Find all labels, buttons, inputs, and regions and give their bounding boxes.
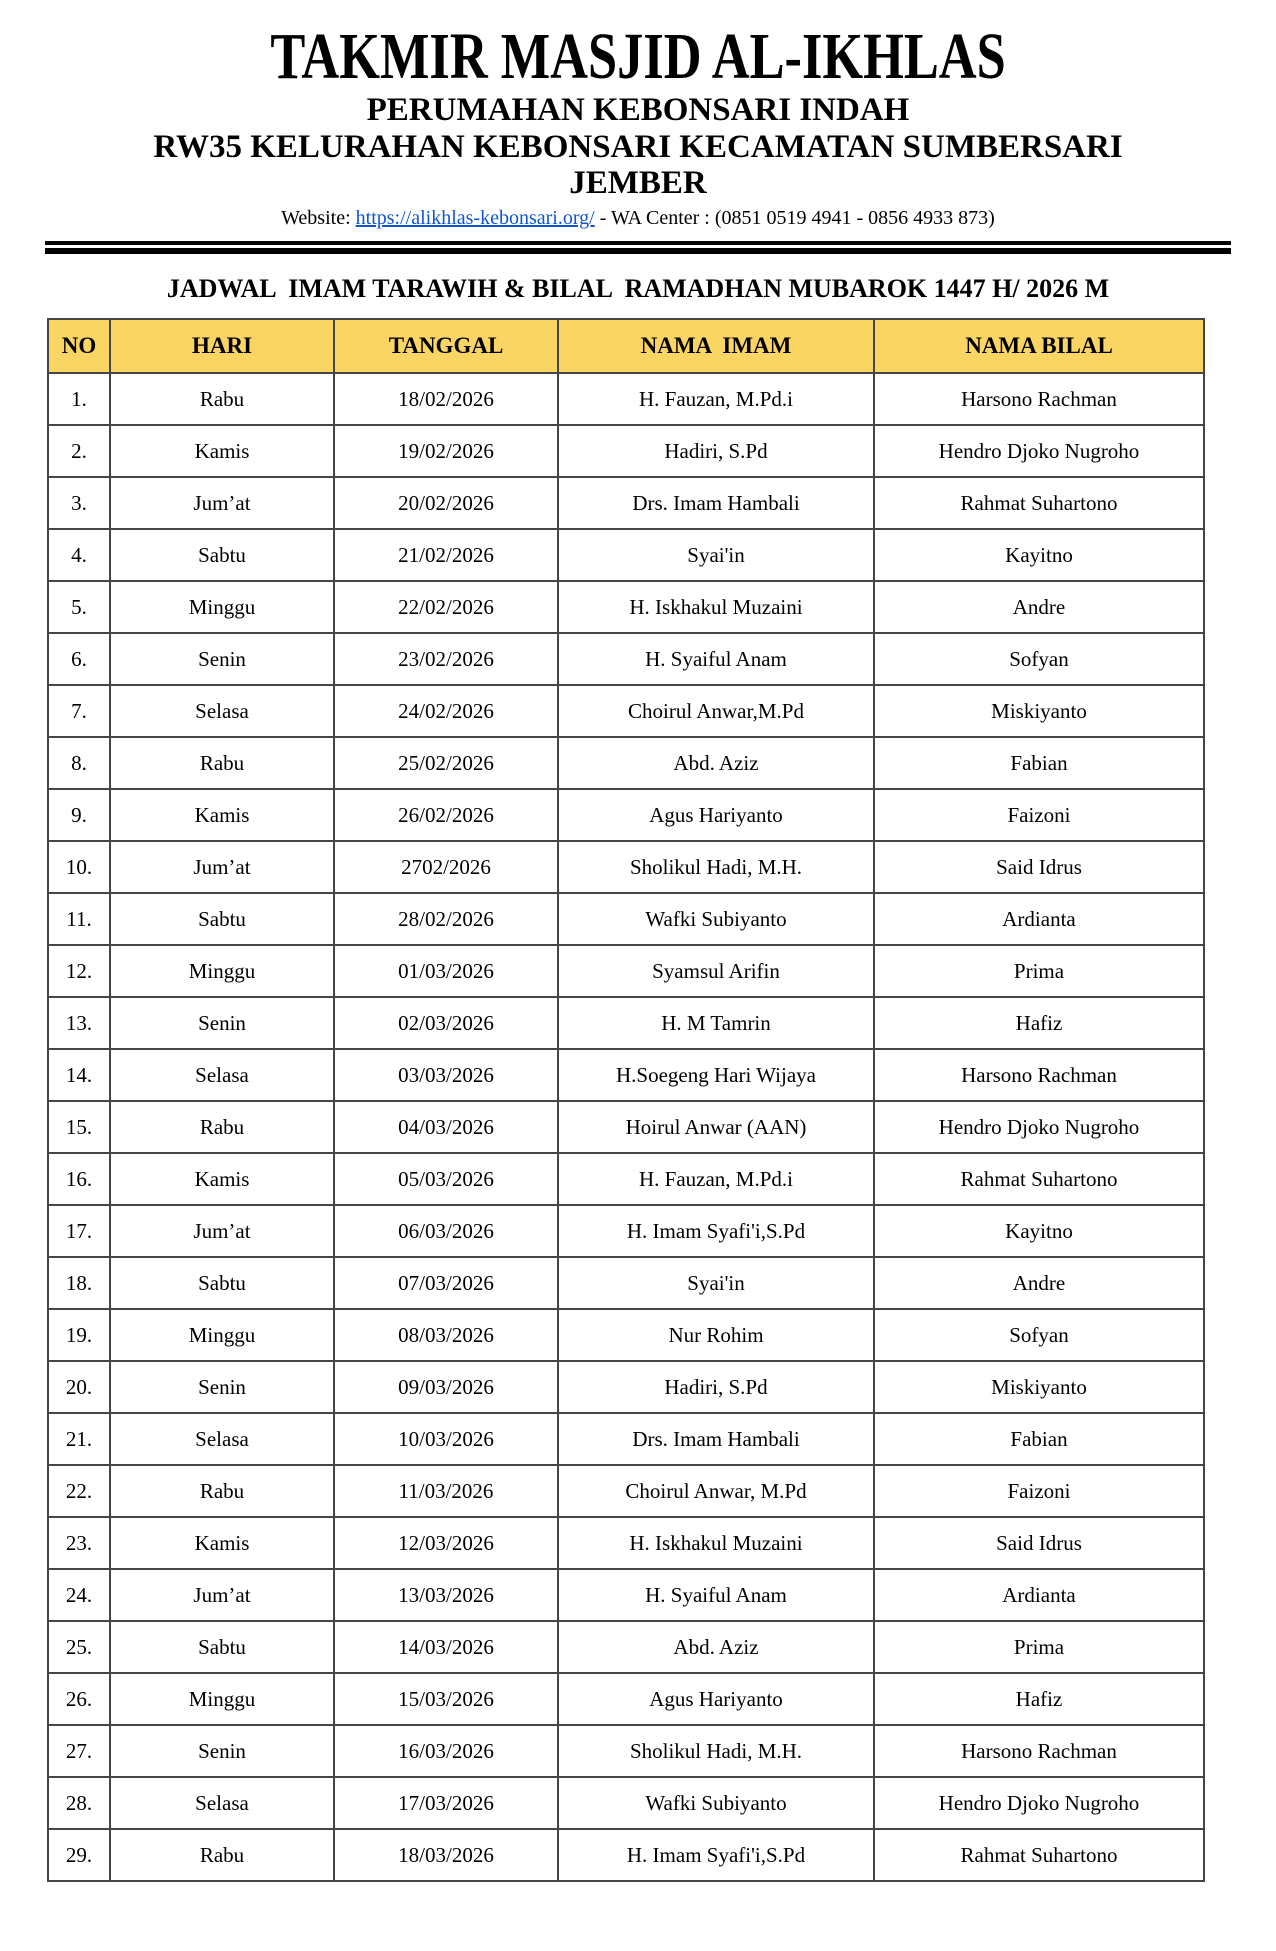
website-line — [45, 205, 1231, 231]
page-title — [45, 19, 1231, 93]
row-number-cell: 20. — [48, 1361, 110, 1413]
row-number-cell: 19. — [48, 1309, 110, 1361]
imam-name-cell: H. Imam Syafi'i,S.Pd — [558, 1205, 874, 1257]
imam-name-cell: H. Syaiful Anam — [558, 1569, 874, 1621]
row-number-cell: 29. — [48, 1829, 110, 1881]
imam-name-cell: Hadiri, S.Pd — [558, 1361, 874, 1413]
table-row — [48, 1309, 1204, 1361]
row-number-cell: 5. — [48, 581, 110, 633]
column-header-nama-imam: NAMA IMAM — [558, 319, 874, 373]
date-cell: 03/03/2026 — [334, 1049, 558, 1101]
row-number-cell: 7. — [48, 685, 110, 737]
day-cell: Jum’at — [110, 1205, 334, 1257]
bilal-name-cell: Ardianta — [874, 1569, 1204, 1621]
date-cell: 09/03/2026 — [334, 1361, 558, 1413]
imam-name-cell: H. Fauzan, M.Pd.i — [558, 373, 874, 425]
bilal-name-cell: Faizoni — [874, 1465, 1204, 1517]
bilal-name-cell: Fabian — [874, 1413, 1204, 1465]
imam-name-cell: Choirul Anwar,M.Pd — [558, 685, 874, 737]
separator-thin-line — [45, 241, 1231, 245]
day-cell: Senin — [110, 1361, 334, 1413]
bilal-name-cell: Said Idrus — [874, 1517, 1204, 1569]
document-page — [45, 0, 1231, 1882]
day-cell: Rabu — [110, 1465, 334, 1517]
row-number-cell: 6. — [48, 633, 110, 685]
date-cell: 2702/2026 — [334, 841, 558, 893]
row-number-cell: 28. — [48, 1777, 110, 1829]
day-cell: Sabtu — [110, 1257, 334, 1309]
bilal-name-cell: Kayitno — [874, 1205, 1204, 1257]
table-header-row — [48, 319, 1204, 373]
row-number-cell: 21. — [48, 1413, 110, 1465]
imam-name-cell: Drs. Imam Hambali — [558, 477, 874, 529]
imam-name-cell: H. Iskhakul Muzaini — [558, 1517, 874, 1569]
imam-name-cell: Agus Hariyanto — [558, 1673, 874, 1725]
date-cell: 23/02/2026 — [334, 633, 558, 685]
table-row — [48, 1361, 1204, 1413]
imam-name-cell: Hoirul Anwar (AAN) — [558, 1101, 874, 1153]
row-number-cell: 16. — [48, 1153, 110, 1205]
day-cell: Kamis — [110, 1517, 334, 1569]
date-cell: 25/02/2026 — [334, 737, 558, 789]
bilal-name-cell: Miskiyanto — [874, 1361, 1204, 1413]
row-number-cell: 25. — [48, 1621, 110, 1673]
imam-name-cell: Wafki Subiyanto — [558, 893, 874, 945]
day-cell: Minggu — [110, 1309, 334, 1361]
document-header — [45, 19, 1231, 231]
subtitle-district: RW35 KELURAHAN KEBONSARI KECAMATAN SUMBERSARI — [153, 129, 1123, 165]
bilal-name-cell: Said Idrus — [874, 841, 1204, 893]
day-cell: Selasa — [110, 1777, 334, 1829]
column-header-no: NO — [48, 319, 110, 373]
bilal-name-cell: Andre — [874, 1257, 1204, 1309]
imam-name-cell: H.Soegeng Hari Wijaya — [558, 1049, 874, 1101]
date-cell: 26/02/2026 — [334, 789, 558, 841]
table-row — [48, 841, 1204, 893]
imam-name-cell: Syai'in — [558, 1257, 874, 1309]
bilal-name-cell: Hafiz — [874, 1673, 1204, 1725]
table-row — [48, 425, 1204, 477]
row-number-cell: 11. — [48, 893, 110, 945]
row-number-cell: 15. — [48, 1101, 110, 1153]
table-row — [48, 1621, 1204, 1673]
bilal-name-cell: Ardianta — [874, 893, 1204, 945]
bilal-name-cell: Harsono Rachman — [874, 373, 1204, 425]
day-cell: Rabu — [110, 1101, 334, 1153]
imam-name-cell: Sholikul Hadi, M.H. — [558, 841, 874, 893]
imam-name-cell: Drs. Imam Hambali — [558, 1413, 874, 1465]
imam-name-cell: Agus Hariyanto — [558, 789, 874, 841]
table-row — [48, 893, 1204, 945]
row-number-cell: 2. — [48, 425, 110, 477]
date-cell: 01/03/2026 — [334, 945, 558, 997]
date-cell: 16/03/2026 — [334, 1725, 558, 1777]
bilal-name-cell: Fabian — [874, 737, 1204, 789]
row-number-cell: 12. — [48, 945, 110, 997]
table-row — [48, 1725, 1204, 1777]
table-row — [48, 1465, 1204, 1517]
bilal-name-cell: Miskiyanto — [874, 685, 1204, 737]
imam-name-cell: Syamsul Arifin — [558, 945, 874, 997]
table-row — [48, 1673, 1204, 1725]
imam-name-cell: Hadiri, S.Pd — [558, 425, 874, 477]
day-cell: Senin — [110, 633, 334, 685]
day-cell: Sabtu — [110, 1621, 334, 1673]
bilal-name-cell: Kayitno — [874, 529, 1204, 581]
row-number-cell: 13. — [48, 997, 110, 1049]
date-cell: 24/02/2026 — [334, 685, 558, 737]
table-row — [48, 633, 1204, 685]
date-cell: 05/03/2026 — [334, 1153, 558, 1205]
date-cell: 08/03/2026 — [334, 1309, 558, 1361]
row-number-cell: 4. — [48, 529, 110, 581]
table-row — [48, 1049, 1204, 1101]
row-number-cell: 1. — [48, 373, 110, 425]
column-header-tanggal: TANGGAL — [334, 319, 558, 373]
row-number-cell: 9. — [48, 789, 110, 841]
table-row — [48, 737, 1204, 789]
schedule-table — [47, 318, 1205, 1882]
double-rule-separator — [45, 241, 1231, 254]
imam-name-cell: Wafki Subiyanto — [558, 1777, 874, 1829]
date-cell: 10/03/2026 — [334, 1413, 558, 1465]
table-row — [48, 945, 1204, 997]
separator-thick-line — [45, 248, 1231, 254]
day-cell: Selasa — [110, 1413, 334, 1465]
wa-center-text: - WA Center : (0851 0519 4941 - 0856 4933 873) — [594, 207, 995, 229]
imam-name-cell: Nur Rohim — [558, 1309, 874, 1361]
date-cell: 17/03/2026 — [334, 1777, 558, 1829]
table-row — [48, 1101, 1204, 1153]
row-number-cell: 18. — [48, 1257, 110, 1309]
date-cell: 11/03/2026 — [334, 1465, 558, 1517]
column-header-nama-bilal: NAMA BILAL — [874, 319, 1204, 373]
imam-name-cell: Syai'in — [558, 529, 874, 581]
imam-name-cell: H. Imam Syafi'i,S.Pd — [558, 1829, 874, 1881]
bilal-name-cell: Sofyan — [874, 633, 1204, 685]
day-cell: Kamis — [110, 425, 334, 477]
day-cell: Kamis — [110, 1153, 334, 1205]
bilal-name-cell: Faizoni — [874, 789, 1204, 841]
row-number-cell: 23. — [48, 1517, 110, 1569]
bilal-name-cell: Rahmat Suhartono — [874, 1829, 1204, 1881]
table-row — [48, 373, 1204, 425]
bilal-name-cell: Sofyan — [874, 1309, 1204, 1361]
date-cell: 28/02/2026 — [334, 893, 558, 945]
row-number-cell: 14. — [48, 1049, 110, 1101]
date-cell: 12/03/2026 — [334, 1517, 558, 1569]
day-cell: Minggu — [110, 945, 334, 997]
table-row — [48, 997, 1204, 1049]
day-cell: Selasa — [110, 685, 334, 737]
table-row — [48, 581, 1204, 633]
date-cell: 18/03/2026 — [334, 1829, 558, 1881]
date-cell: 02/03/2026 — [334, 997, 558, 1049]
row-number-cell: 22. — [48, 1465, 110, 1517]
table-row — [48, 1829, 1204, 1881]
website-label: Website: — [281, 207, 356, 229]
bilal-name-cell: Hendro Djoko Nugroho — [874, 425, 1204, 477]
day-cell: Minggu — [110, 581, 334, 633]
day-cell: Rabu — [110, 1829, 334, 1881]
schedule-title: JADWAL IMAM TARAWIH & BILAL RAMADHAN MUBAROK 1447 H/ 2026 M — [166, 274, 1110, 303]
day-cell: Minggu — [110, 1673, 334, 1725]
table-row — [48, 1517, 1204, 1569]
imam-name-cell: Choirul Anwar, M.Pd — [558, 1465, 874, 1517]
table-row — [48, 685, 1204, 737]
date-cell: 20/02/2026 — [334, 477, 558, 529]
day-cell: Senin — [110, 1725, 334, 1777]
row-number-cell: 24. — [48, 1569, 110, 1621]
date-cell: 14/03/2026 — [334, 1621, 558, 1673]
day-cell: Jum’at — [110, 1569, 334, 1621]
bilal-name-cell: Hafiz — [874, 997, 1204, 1049]
day-cell: Selasa — [110, 1049, 334, 1101]
date-cell: 15/03/2026 — [334, 1673, 558, 1725]
imam-name-cell: Abd. Aziz — [558, 737, 874, 789]
table-row — [48, 789, 1204, 841]
day-cell: Jum’at — [110, 841, 334, 893]
row-number-cell: 10. — [48, 841, 110, 893]
table-row — [48, 1205, 1204, 1257]
day-cell: Kamis — [110, 789, 334, 841]
page-title-text: TAKMIR MASJID AL-IKHLAS — [270, 19, 1006, 93]
imam-name-cell: H. Syaiful Anam — [558, 633, 874, 685]
bilal-name-cell: Rahmat Suhartono — [874, 1153, 1204, 1205]
website-link[interactable]: https://alikhlas-kebonsari.org/ — [355, 207, 595, 229]
row-number-cell: 27. — [48, 1725, 110, 1777]
bilal-name-cell: Prima — [874, 1621, 1204, 1673]
table-row — [48, 1569, 1204, 1621]
date-cell: 07/03/2026 — [334, 1257, 558, 1309]
day-cell: Senin — [110, 997, 334, 1049]
date-cell: 04/03/2026 — [334, 1101, 558, 1153]
row-number-cell: 17. — [48, 1205, 110, 1257]
bilal-name-cell: Hendro Djoko Nugroho — [874, 1101, 1204, 1153]
day-cell: Rabu — [110, 737, 334, 789]
day-cell: Sabtu — [110, 893, 334, 945]
subtitle-city: JEMBER — [569, 165, 707, 201]
date-cell: 22/02/2026 — [334, 581, 558, 633]
bilal-name-cell: Harsono Rachman — [874, 1049, 1204, 1101]
imam-name-cell: Abd. Aziz — [558, 1621, 874, 1673]
date-cell: 06/03/2026 — [334, 1205, 558, 1257]
column-header-hari: HARI — [110, 319, 334, 373]
imam-name-cell: H. Iskhakul Muzaini — [558, 581, 874, 633]
table-row — [48, 1413, 1204, 1465]
row-number-cell: 8. — [48, 737, 110, 789]
row-number-cell: 3. — [48, 477, 110, 529]
subtitle-housing: PERUMAHAN KEBONSARI INDAH — [366, 92, 910, 128]
table-row — [48, 1257, 1204, 1309]
date-cell: 18/02/2026 — [334, 373, 558, 425]
imam-name-cell: Sholikul Hadi, M.H. — [558, 1725, 874, 1777]
table-row — [48, 1153, 1204, 1205]
schedule-table-body — [48, 373, 1204, 1881]
day-cell: Jum’at — [110, 477, 334, 529]
bilal-name-cell: Andre — [874, 581, 1204, 633]
imam-name-cell: H. Fauzan, M.Pd.i — [558, 1153, 874, 1205]
date-cell: 19/02/2026 — [334, 425, 558, 477]
table-row — [48, 477, 1204, 529]
table-row — [48, 1777, 1204, 1829]
date-cell: 21/02/2026 — [334, 529, 558, 581]
date-cell: 13/03/2026 — [334, 1569, 558, 1621]
row-number-cell: 26. — [48, 1673, 110, 1725]
bilal-name-cell: Harsono Rachman — [874, 1725, 1204, 1777]
bilal-name-cell: Hendro Djoko Nugroho — [874, 1777, 1204, 1829]
bilal-name-cell: Rahmat Suhartono — [874, 477, 1204, 529]
table-row — [48, 529, 1204, 581]
day-cell: Sabtu — [110, 529, 334, 581]
bilal-name-cell: Prima — [874, 945, 1204, 997]
imam-name-cell: H. M Tamrin — [558, 997, 874, 1049]
day-cell: Rabu — [110, 373, 334, 425]
